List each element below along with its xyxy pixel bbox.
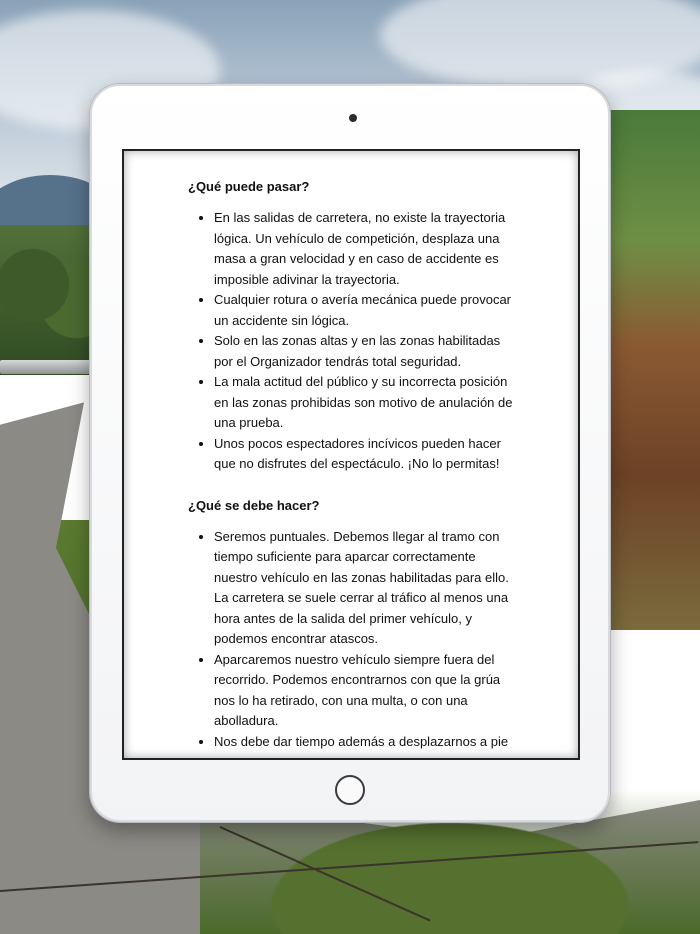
list-item: • Aparcaremos nuestro vehículo siempre fuera del recorrido. Podemos encontrarnos con que la grúa nos lo ha retirado, con una multa, o con una abolladura. <box>214 650 518 732</box>
list-item: • Seremos puntuales. Debemos llegar al tramo con tiempo suficiente para aparcar correctamente nuestro vehículo en las zonas habilitadas para ello. La carretera se suele cerrar al tráfico al menos una hora antes de la salida del primer vehículo, y podemos encontrar atascos. <box>214 527 518 650</box>
section-title: ¿Qué puede pasar? <box>188 179 310 194</box>
section-title: ¿Qué se debe hacer? <box>188 497 320 513</box>
tablet-screen[interactable] <box>122 149 580 760</box>
bullet-list <box>188 527 518 753</box>
bullet-list <box>188 208 518 475</box>
list-item: • Unos pocos espectadores incívicos pueden hacer que no disfrutes del espectáculo. ¡No lo permitas! <box>214 434 518 475</box>
guardrail <box>0 360 95 374</box>
list-item: • Nos debe dar tiempo además a desplazarnos a pie <box>214 732 518 753</box>
tablet-device <box>90 84 610 822</box>
camera-icon <box>349 114 357 122</box>
home-button[interactable] <box>335 775 365 805</box>
article-content <box>188 179 518 752</box>
list-item: • Solo en las zonas altas y en las zonas habilitadas por el Organizador tendrás total seguridad. <box>214 331 518 372</box>
list-item: • En las salidas de carretera, no existe la trayectoria lógica. Un vehículo de competición, desplaza una masa a gran velocidad y en caso de accidente es imposible adivinar la trayectoria. <box>214 208 518 290</box>
list-item: • Cualquier rotura o avería mecánica puede provocar un accidente sin lógica. <box>214 290 518 331</box>
list-item: • La mala actitud del público y su incorrecta posición en las zonas prohibidas son motivo de anulación de una prueba. <box>214 372 518 434</box>
